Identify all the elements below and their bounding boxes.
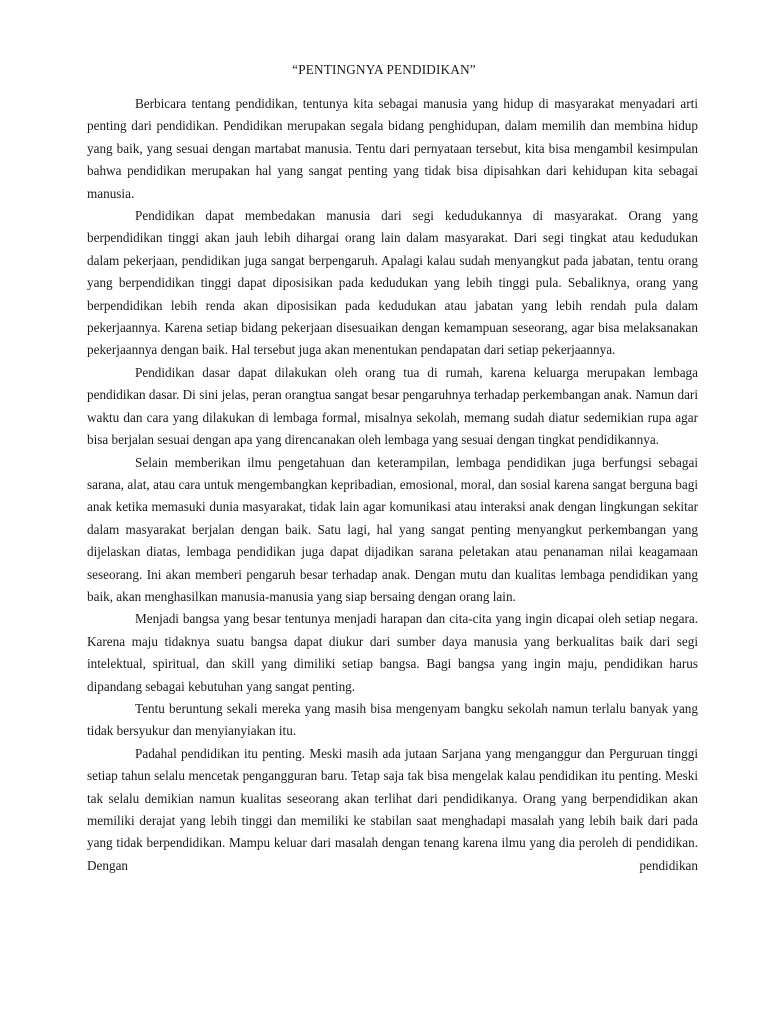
paragraph-1: Berbicara tentang pendidikan, tentunya kita sebagai manusia yang hidup di masyarakat menyadari arti penting dari pendidikan. Pendidikan merupakan segala bidang penghidupan, dalam memilih dan membina hidup yang baik, yang sesuai dengan martabat manusia. Tentu dari pernyataan tersebut, kita bisa mengambil kesimpulan bahwa pendidikan merupakan hal yang sangat penting yang tidak bisa dipisahkan dari kehidupan kita sebagai manusia. [87, 96, 698, 201]
paragraph-4: Selain memberikan ilmu pengetahuan dan keterampilan, lembaga pendidikan juga berfungsi sebagai sarana, alat, atau cara untuk mengembangkan kepribadian, emosional, moral, dan sosial karena sangat berguna bagi anak ketika memasuki dunia masyarakat, tidak lain agar komunikasi atau interaksi anak dengan lingkungan sekitar dalam masyarakat berjalan dengan baik. Satu lagi, hal yang sangat penting menyangkut perkembangan yang dijelaskan diatas, lembaga pendidikan juga dapat dijadikan sarana peletakan atau penanaman nilai keagamaan seseorang. Ini akan memberi pengaruh besar terhadap anak. Dengan mutu dan kualitas lembaga pendidikan yang baik, akan menghasilkan manusia-manusia yang siap bersaing dengan orang lain. [87, 454, 698, 604]
paragraph-7: Padahal pendidikan itu penting. Meski masih ada jutaan Sarjana yang menganggur dan Perguruan tinggi setiap tahun selalu mencetak pengangguran baru. Tetap saja tak bisa mengelak kalau pendidikan itu penting. Meski tak selalu demikian namun kualitas seseorang akan terlihat dari pendidikanya. Orang yang berpendidikan akan memiliki derajat yang lebih tinggi dan memiliki ke stabilan saat menghadapi masalah yang lebih baik dari pada yang tidak berpendidikan. Mampu keluar dari masalah dengan tenang karena ilmu yang dia peroleh di pendidikan. Dengan pendidikan [87, 745, 698, 873]
paragraph-6: Tentu beruntung sekali mereka yang masih bisa mengenyam bangku sekolah namun terlalu banyak yang tidak bersyukur dan menyianyiakan itu. [87, 700, 698, 739]
paragraph-2: Pendidikan dapat membedakan manusia dari segi kedudukannya di masyarakat. Orang yang berpendidikan tinggi akan jauh lebih dihargai orang lain dalam masyarakat. Dari segi tingkat atau kedudukan dalam pekerjaan, pendidikan juga sangat berpengaruh. Apalagi kalau sudah menyangkut pada jabatan, tentu orang yang berpendidikan tinggi dapat diposisikan pada kedudukan yang lebih tinggi pula. Sebaliknya, orang yang berpendidikan lebih renda akan diposisikan pada kedudukan atau jabatan yang lebih rendah pula dalam pekerjaannya. Karena setiap bidang pekerjaan disesuaikan dengan kemampuan seseorang, agar bisa melaksanakan pekerjaannya dengan baik. Hal tersebut juga akan menentukan pendapatan dari setiap pekerjaannya. [87, 208, 698, 358]
document-title: “PENTINGNYA PENDIDIKAN” [292, 62, 476, 77]
document-body [87, 93, 698, 877]
paragraph-5: Menjadi bangsa yang besar tentunya menjadi harapan dan cita-cita yang ingin dicapai oleh setiap negara. Karena maju tidaknya suatu bangsa dapat diukur dari sumber daya manusia yang berkualitas baik dari segi intelektual, spiritual, dan skill yang dimiliki setiap bangsa. Bagi bangsa yang ingin maju, pendidikan harus dipandang sebagai kebutuhan yang sangat penting. [87, 611, 698, 694]
paragraph-3: Pendidikan dasar dapat dilakukan oleh orang tua di rumah, karena keluarga merupakan lembaga pendidikan dasar. Di sini jelas, peran orangtua sangat besar pengaruhnya terhadap perkembangan anak. Namun dari waktu dan cara yang dilakukan di lembaga formal, misalnya sekolah, memang sudah diatur sedemikian rupa agar bisa berjalan sesuai dengan apa yang direncanakan oleh lembaga yang sesuai dengan tingkat pendidikannya. [87, 364, 698, 448]
